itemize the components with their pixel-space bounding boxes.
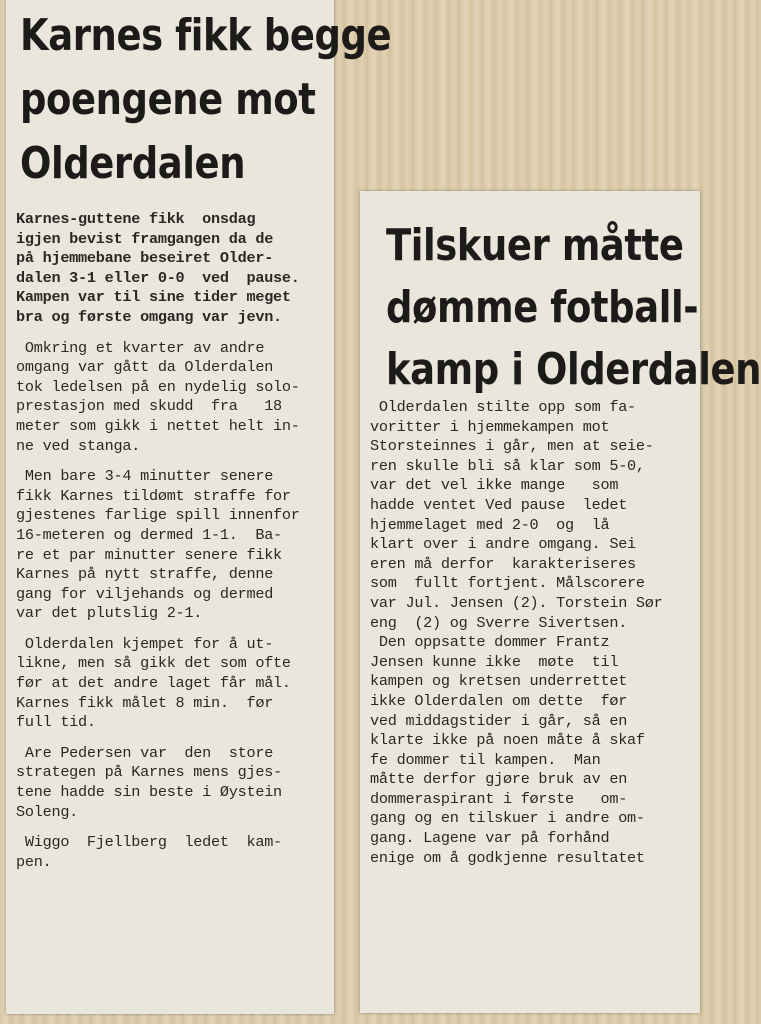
text-line: fikk Karnes tildømt straffe for [16, 486, 291, 505]
left-article-body [16, 210, 300, 872]
text-line: omgang var gått da Olderdalen [16, 358, 274, 377]
text-line: Storsteinnes i går, men at seie- [370, 437, 654, 456]
paragraph-gap [16, 822, 300, 833]
text-line: var det vel ikke mange som [370, 476, 619, 495]
paragraph [16, 635, 300, 733]
text-line: Are Pedersen var den store [16, 743, 274, 762]
text-line: enige om å godkjenne resultatet [370, 848, 645, 867]
text-line: Den oppsatte dommer Frantz [370, 633, 610, 652]
text-line: full tid. [16, 713, 96, 732]
headline-line: Tilskuer måtte [386, 220, 684, 271]
paragraph-gap [16, 624, 300, 635]
lead-paragraph [16, 210, 300, 328]
paragraph [370, 633, 663, 868]
paragraph [16, 744, 300, 822]
text-line: fe dommer til kampen. Man [370, 750, 601, 769]
text-line: Omkring et kvarter av andre [16, 338, 265, 357]
text-line: Karnes fikk målet 8 min. før [16, 693, 274, 712]
text-line: pen. [16, 852, 52, 871]
text-line: eren må derfor karakteriseres [370, 554, 636, 573]
text-line: ikke Olderdalen om dette før [370, 691, 628, 710]
paragraph [16, 339, 300, 457]
text-line: Olderdalen kjempet for å ut- [16, 634, 274, 653]
right-headline [386, 215, 761, 401]
text-line: Kampen var til sine tider meget [16, 288, 291, 307]
left-clipping [6, 0, 392, 1014]
text-line: kampen og kretsen underrettet [370, 672, 628, 691]
text-line: måtte derfor gjøre bruk av en [370, 770, 628, 789]
headline-line: dømme fotball- [386, 282, 699, 333]
text-line: tene hadde sin beste i Øystein [16, 783, 282, 802]
text-line: igjen bevist framgangen da de [16, 229, 274, 248]
text-line: Men bare 3-4 minutter senere [16, 467, 274, 486]
text-line: eng (2) og Sverre Sivertsen. [370, 613, 628, 632]
text-line: prestasjon med skudd fra 18 [16, 397, 282, 416]
text-line: meter som gikk i nettet helt in- [16, 416, 300, 435]
text-line: som fullt fortjent. Målscorere [370, 574, 645, 593]
text-line: bra og første omgang var jevn. [16, 307, 282, 326]
text-line: strategen på Karnes mens gjes- [16, 763, 282, 782]
text-line: hjemmelaget med 2-0 og lå [370, 515, 610, 534]
text-line: på hjemmebane beseiret Older- [16, 249, 274, 268]
text-line: var det plutslig 2-1. [16, 604, 203, 623]
right-article-body [370, 398, 663, 868]
text-line: Karnes-guttene fikk onsdag [16, 210, 256, 228]
headline-line: poengene mot [20, 74, 316, 125]
text-line: var Jul. Jensen (2). Torstein Sør [370, 593, 663, 612]
paragraph-gap [16, 456, 300, 467]
text-line: hadde ventet Ved pause ledet [370, 495, 628, 514]
left-headline [20, 4, 391, 196]
paragraph [370, 398, 663, 633]
text-line: gang. Lagene var på forhånd [370, 829, 610, 848]
text-line: Wiggo Fjellberg ledet kam- [16, 833, 282, 852]
text-line: før at det andre laget får mål. [16, 674, 291, 693]
paragraph [16, 467, 300, 624]
text-line: voritter i hjemmekampen mot [370, 417, 610, 436]
text-line: klarte ikke på noen måte å skaf [370, 731, 645, 750]
paragraph-gap [16, 328, 300, 339]
text-line: tok ledelsen på en nydelig solo- [16, 377, 300, 396]
text-line: dommeraspirant i første om- [370, 789, 628, 808]
paragraph [16, 833, 300, 872]
text-line: Jensen kunne ikke møte til [370, 652, 619, 671]
text-line: ne ved stanga. [16, 436, 141, 455]
text-line: Karnes på nytt straffe, denne [16, 565, 274, 584]
headline-line: Olderdalen [20, 138, 246, 189]
text-line: ren skulle bli så klar som 5-0, [370, 456, 645, 475]
headline-line: kamp i Olderdalen [386, 344, 761, 395]
text-line: dalen 3-1 eller 0-0 ved pause. [16, 268, 300, 287]
text-line: Olderdalen stilte opp som fa- [370, 398, 636, 416]
text-line: gang og en tilskuer i andre om- [370, 809, 645, 828]
text-line: klart over i andre omgang. Sei [370, 535, 636, 554]
right-clipping [360, 191, 761, 1013]
text-line: Soleng. [16, 802, 79, 821]
text-line: likne, men så gikk det som ofte [16, 654, 291, 673]
text-line: gang for viljehands og dermed [16, 584, 274, 603]
text-line: re et par minutter senere fikk [16, 545, 282, 564]
text-line: gjestenes farlige spill innenfor [16, 506, 300, 525]
text-line: 16-meteren og dermed 1-1. Ba- [16, 525, 282, 544]
headline-line: Karnes fikk begge [20, 10, 392, 61]
paragraph-gap [16, 733, 300, 744]
text-line: ved middagstider i går, så en [370, 711, 628, 730]
